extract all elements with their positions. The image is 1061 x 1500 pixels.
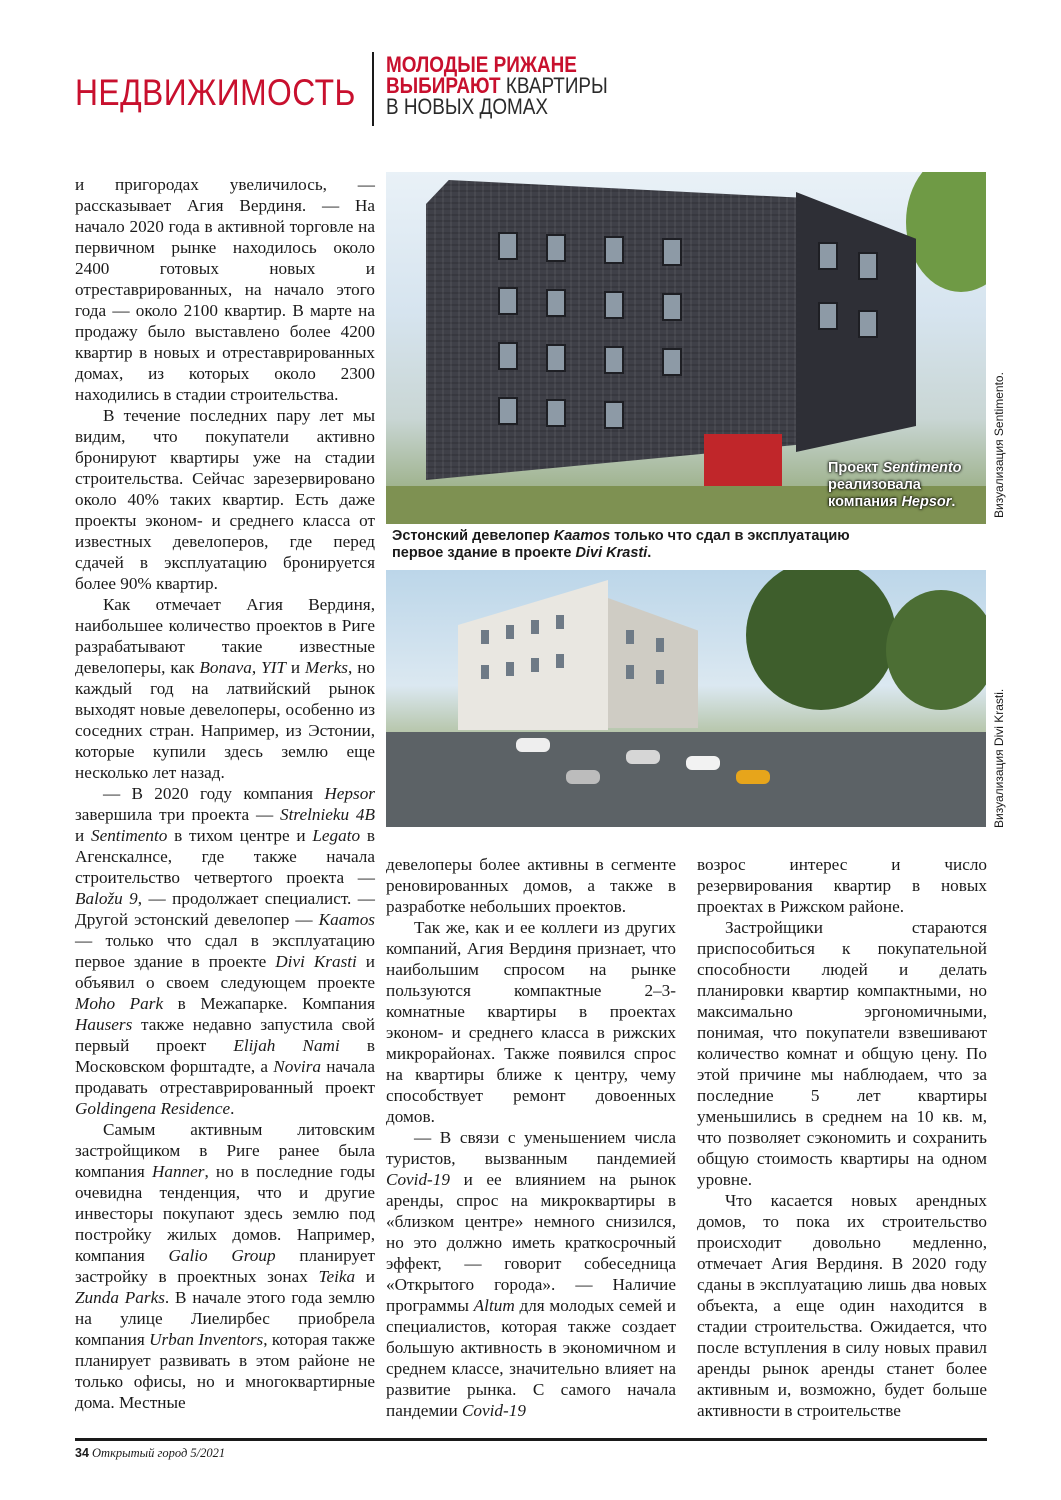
paragraph: В течение последних пару лет мы видим, что покупатели активно бронируют квартиры уже на стадии строительства. Сейчас зарезервировано около 40% таких квартир. Есть даже проекты эконом- и среднего класса от известных девелоперов, где перед сдачей в эксплуатацию бронируется более 90% квартир. [75, 406, 375, 593]
window [546, 234, 566, 262]
window [626, 665, 634, 679]
window [604, 401, 624, 429]
building-facade [458, 580, 608, 730]
text-column-1 [75, 174, 375, 1413]
page-number: 34 [75, 1446, 89, 1460]
window [498, 342, 518, 370]
window [556, 615, 564, 629]
photo-caption-inset: Проект Sentimento реализовала компания Hepsor. [828, 460, 962, 510]
window [498, 397, 518, 425]
tree-image [906, 172, 986, 292]
car [516, 738, 550, 752]
text-column-2 [386, 854, 676, 1421]
window [531, 658, 539, 672]
window [546, 344, 566, 372]
photo-caption: Эстонский девелопер Kaamos только что сдал в эксплуатацию первое здание в проекте Divi Krasti. [392, 528, 850, 561]
window [498, 232, 518, 260]
photo-divi-krasti-rendering [386, 570, 986, 827]
window [604, 236, 624, 264]
paragraph: Что касается новых арендных домов, то пока их строительство происходит довольно медленно, отмечает Агия Вердиня. В 2020 году сданы в эксплуатацию лишь два новых объекта, а еще один находится в стадии строительства. Ожидается, что после вступления в силу новых правил аренды рынок аренды станет более активным и, возможно, будет больше активности в строительстве [697, 1191, 987, 1420]
car [686, 756, 720, 770]
window [506, 625, 514, 639]
paragraph: девелоперы более активны в сегменте реновированных домов, а также в разработке небольших проектов. [386, 855, 676, 916]
paragraph: — В 2020 году компания Hepsor завершила три проекта — Strelnieku 4B и Sentimento в тихом центре и Legato в Агенскалнсе, где также начала строительство четвертого проекта — Baložu 9, — продолжает специалист. — Другой эстонский девелопер — Kaamos — только что сдал в эксплуатацию первое здание в проекте Divi Krasti и объявил о своем следующем проекте Moho Park в Межапарке. Компания Hausers также недавно запустила свой первый проект Elijah Nami в Московском форштадте, а Novira начала продавать отреставрированный проект Goldingena Residence. [75, 784, 375, 1118]
paragraph: — В связи с уменьшением числа туристов, вызванным пандемией Covid-19 и ее влиянием на рынок аренды, спрос на микроквартиры в «близком центре» немного снизился, но это должно иметь краткосрочный эффект, — говорит собеседница «Открытого города». — Наличие программы Altum для молодых семей и специалистов, которая также создает большую активность в экономичном и среднем классе, значительно влияет на развитие рынка. С самого начала пандемии Covid-19 [386, 1128, 676, 1420]
title-line-3: В НОВЫХ ДОМАХ [386, 94, 549, 119]
building-side [796, 192, 916, 452]
window [626, 630, 634, 644]
section-rubric: НЕДВИЖИМОСТЬ [75, 72, 356, 113]
window [656, 670, 664, 684]
window [662, 293, 682, 321]
window [604, 346, 624, 374]
window [481, 665, 489, 679]
window [858, 310, 878, 338]
page-footer [75, 1446, 225, 1461]
window [604, 291, 624, 319]
window [662, 348, 682, 376]
window [498, 287, 518, 315]
window [546, 399, 566, 427]
window [656, 638, 664, 652]
window [662, 238, 682, 266]
window [818, 242, 838, 270]
photo-sentimento-building [386, 172, 986, 524]
car [626, 750, 660, 764]
footer-rule [75, 1438, 987, 1441]
paragraph: Как отмечает Агия Вердиня, наибольшее количество проектов в Риге разрабатывают такие известные девелоперы, как Bonava, YIT и Merks, но каждый год на латвийский рынок выходят новые девелоперы, особенно из соседних стран. Например, из Эстонии, которые купили здесь землю еще несколько лет назад. [75, 595, 376, 782]
car [566, 770, 600, 784]
red-entrance [704, 434, 782, 492]
parking-lot [386, 732, 986, 827]
magazine-issue: Открытый город 5/2021 [92, 1446, 226, 1460]
building-side [608, 598, 698, 728]
window [506, 662, 514, 676]
window [531, 620, 539, 634]
window [818, 302, 838, 330]
window [858, 252, 878, 280]
window [481, 630, 489, 644]
title-line-2-red: ВЫБИРАЮТ [386, 73, 501, 98]
window [556, 654, 564, 668]
header-divider [372, 52, 374, 126]
tree-image [886, 590, 986, 710]
tree-image [746, 570, 896, 710]
text-column-3 [697, 854, 987, 1421]
photo-credit: Визуализация Divi Krasti. [992, 688, 1006, 828]
paragraph: возрос интерес и число резервирования квартир в новых проектах в Рижском районе. [697, 855, 987, 916]
article-title [386, 54, 608, 117]
paragraph: и пригородах увеличилось, — рассказывает Агия Вердиня. — На начало 2020 года в активной торговле на первичном рынке находилось около 2400 готовых новых и отреставрированных, на начало этого года — около 2100 квартир. В марте на продажу было выставлено более 4200 квартир в новых и отреставрированных домах, из которых около 2300 находились в стадии строительства. [75, 175, 375, 404]
paragraph: Самым активным литовским застройщиком в Риге ранее была компания Hanner, но в последние годы очевидна тенденция, что и другие инвесторы покупают здесь землю под постройку жилых домов. Например, компания Galio Group планирует застройку в проектных зонах Teika и Zunda Parks. В начале этого года землю на улице Лиелирбес приобрела компания Urban Inventors, которая также планирует развивать в этом районе не только офисы, но и многоквартирные дома. Местные [75, 1120, 376, 1412]
car [736, 770, 770, 784]
window [546, 289, 566, 317]
paragraph: Так же, как и ее коллеги из других компаний, Агия Вердиня признает, что наибольшим спросом на рынке пользуются компактные 2–3-комнатные квартиры в проектах эконом- и среднего класса в рижских микрорайонах. Также появился спрос на квартиры ближе к центру, чему способствует ремонт довоенных домов. [386, 918, 676, 1126]
title-line-2-black: КВАРТИРЫ [500, 73, 608, 98]
photo-credit: Визуализация Sentimento. [992, 372, 1006, 518]
paragraph: Застройщики стараются приспособиться к покупательной способности людей и делать планировки квартир компактными, но максимально эргономичными, понимая, что покупатели взвешивают количество комнат и общую цену. По этой причине мы наблюдаем, что за последние 5 лет квартиры уменьшились в среднем на 10 кв. м, что позволяет сэкономить и сохранить общую стоимость квартиры на одном уровне. [697, 918, 987, 1189]
title-line-1: МОЛОДЫЕ РИЖАНЕ [386, 52, 577, 77]
